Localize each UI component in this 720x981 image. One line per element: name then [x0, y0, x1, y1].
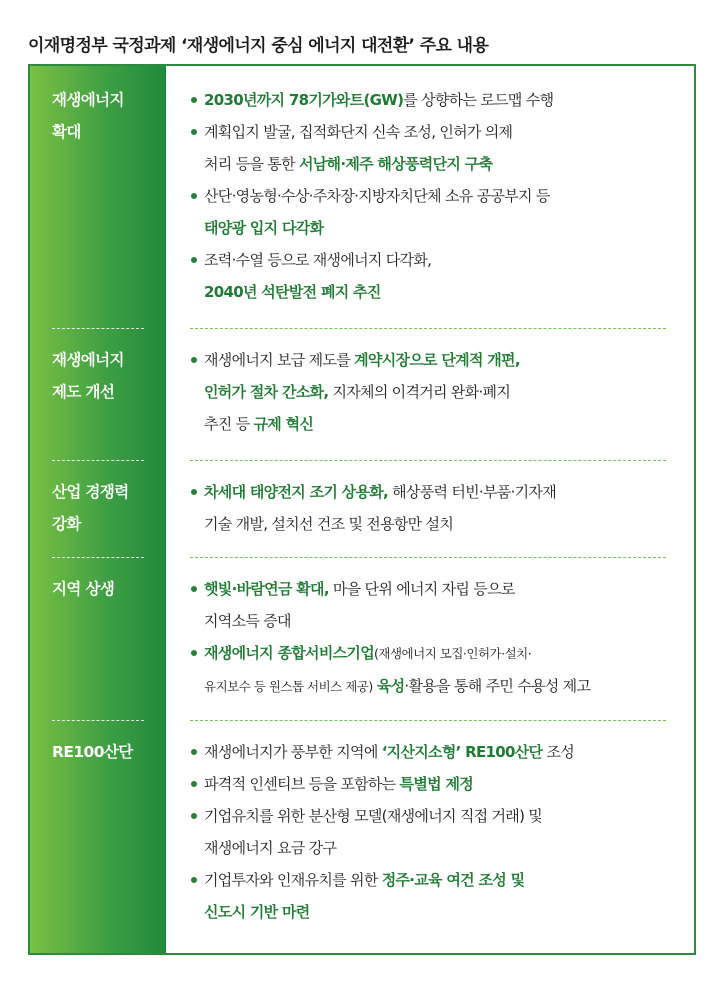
highlight-text: ‘지산지소형’ RE100산단: [381, 743, 543, 761]
page-title: 이재명정부 국정과제 ‘재생에너지 중심 에너지 대전환’ 주요 내용: [28, 36, 489, 56]
content-panel: [28, 64, 696, 955]
body-text: (재생에너지 모집·인허가·설치·: [374, 646, 532, 661]
bullet-item: [190, 116, 674, 180]
section-divider: [190, 460, 666, 461]
bullet-item: [190, 768, 674, 800]
highlight-text: 차세대 태양전지 조기 상용화,: [204, 483, 389, 501]
highlight-text: 계약시장으로 단계적 개편,: [354, 351, 520, 369]
content-area: [166, 66, 694, 953]
bullet-item: [190, 800, 674, 864]
section-label: 산업 경쟁력 강화: [52, 483, 129, 533]
body-text: 를 상향하는 로드맵 수행: [403, 91, 554, 109]
category-sidebar: [30, 66, 166, 953]
bullet-item: [190, 637, 674, 703]
body-text: 마을 단위 에너지 자립 등으로: [328, 580, 515, 598]
bullet-line: [204, 376, 674, 408]
bullet-line: [204, 736, 674, 768]
bullet-item: [190, 180, 674, 244]
bullet-item: [190, 864, 674, 928]
highlight-text: 재생에너지 종합서비스기업: [204, 644, 375, 662]
highlight-text: 햇빛·바람연금 확대,: [204, 580, 329, 598]
bullet-line: [204, 896, 674, 928]
body-text: 재생에너지 보급 제도를: [204, 351, 355, 369]
bullet-line: [204, 212, 674, 244]
bullet-line: [204, 180, 674, 212]
section-divider: [52, 557, 144, 558]
body-text: 해상풍력 터빈·부품·기자재: [388, 483, 557, 501]
section-content: [190, 736, 674, 928]
highlight-text: 규제 혁신: [253, 415, 314, 433]
section-divider: [190, 328, 666, 329]
bullet-line: [204, 408, 674, 440]
highlight-text: 신도시 기반 마련: [204, 903, 310, 921]
body-text: 처리 등을 통한: [204, 155, 299, 173]
body-text: 추진 등: [204, 415, 254, 433]
bullet-line: [204, 670, 674, 703]
bullet-item: [190, 344, 674, 440]
body-text: 유지보수 등 원스톱 서비스 제공): [204, 679, 373, 694]
bullet-line: [204, 84, 674, 116]
bullet-line: [204, 605, 674, 637]
highlight-text: 인허가 절차 간소화,: [204, 383, 329, 401]
highlight-text: 육성: [376, 677, 405, 695]
section-label: 재생에너지 확대: [52, 91, 124, 141]
bullet-line: [204, 864, 674, 896]
body-text: 지자체의 이격거리 완화·폐지: [328, 383, 511, 401]
body-text: 산단·영농형·수상·주차장·지방자치단체 소유 공공부지 등: [204, 187, 550, 205]
highlight-text: 태양광 입지 다각화: [204, 219, 324, 237]
section-divider: [52, 460, 144, 461]
section-content: [190, 344, 674, 440]
body-text: 기업투자와 인재유치를 위한: [204, 871, 382, 889]
highlight-text: 정주·교육 여건 조성 및: [381, 871, 525, 889]
bullet-line: [204, 344, 674, 376]
highlight-text: 2040년 석탄발전 폐지 추진: [204, 283, 381, 301]
bullet-line: [204, 800, 674, 832]
section-label: 재생에너지 제도 개선: [52, 351, 124, 401]
section-content: [190, 84, 674, 308]
body-text: 조력·수열 등으로 재생에너지 다각화,: [204, 251, 432, 269]
highlight-text: 서남해·제주 해상풍력단지 구축: [298, 155, 493, 173]
section-content: [190, 573, 674, 703]
body-text: ·활용을 통해 주민 수용성 제고: [404, 677, 591, 695]
bullet-line: [204, 573, 674, 605]
body-text: 재생에너지 요금 강구: [204, 839, 337, 857]
bullet-item: [190, 244, 674, 308]
bullet-line: [204, 148, 674, 180]
section-divider: [190, 720, 666, 721]
section-divider: [190, 557, 666, 558]
bullet-line: [204, 637, 674, 670]
body-text: 지역소득 증대: [204, 612, 291, 630]
body-text: 파격적 인센티브 등을 포함하는: [204, 775, 400, 793]
body-text: 기술 개발, 설치선 건조 및 전용항만 설치: [204, 515, 454, 533]
bullet-item: [190, 736, 674, 768]
section-divider: [52, 328, 144, 329]
body-text: 계획입지 발굴, 집적화단지 신속 조성, 인허가 의제: [204, 123, 513, 141]
section-content: [190, 476, 674, 540]
bullet-line: [204, 116, 674, 148]
body-text: 재생에너지가 풍부한 지역에: [204, 743, 382, 761]
section-label: RE100산단: [52, 743, 133, 761]
body-text: 조성: [542, 743, 575, 761]
bullet-line: [204, 508, 674, 540]
bullet-line: [204, 832, 674, 864]
bullet-line: [204, 244, 674, 276]
bullet-item: [190, 573, 674, 637]
bullet-line: [204, 276, 674, 308]
bullet-line: [204, 476, 674, 508]
section-divider: [52, 720, 144, 721]
highlight-text: 특별법 제정: [399, 775, 474, 793]
section-label: 지역 상생: [52, 580, 115, 598]
highlight-text: 2030년까지 78기가와트(GW): [204, 91, 404, 109]
bullet-line: [204, 768, 674, 800]
bullet-item: [190, 84, 674, 116]
body-text: 기업유치를 위한 분산형 모델(재생에너지 직접 거래) 및: [204, 807, 543, 825]
bullet-item: [190, 476, 674, 540]
